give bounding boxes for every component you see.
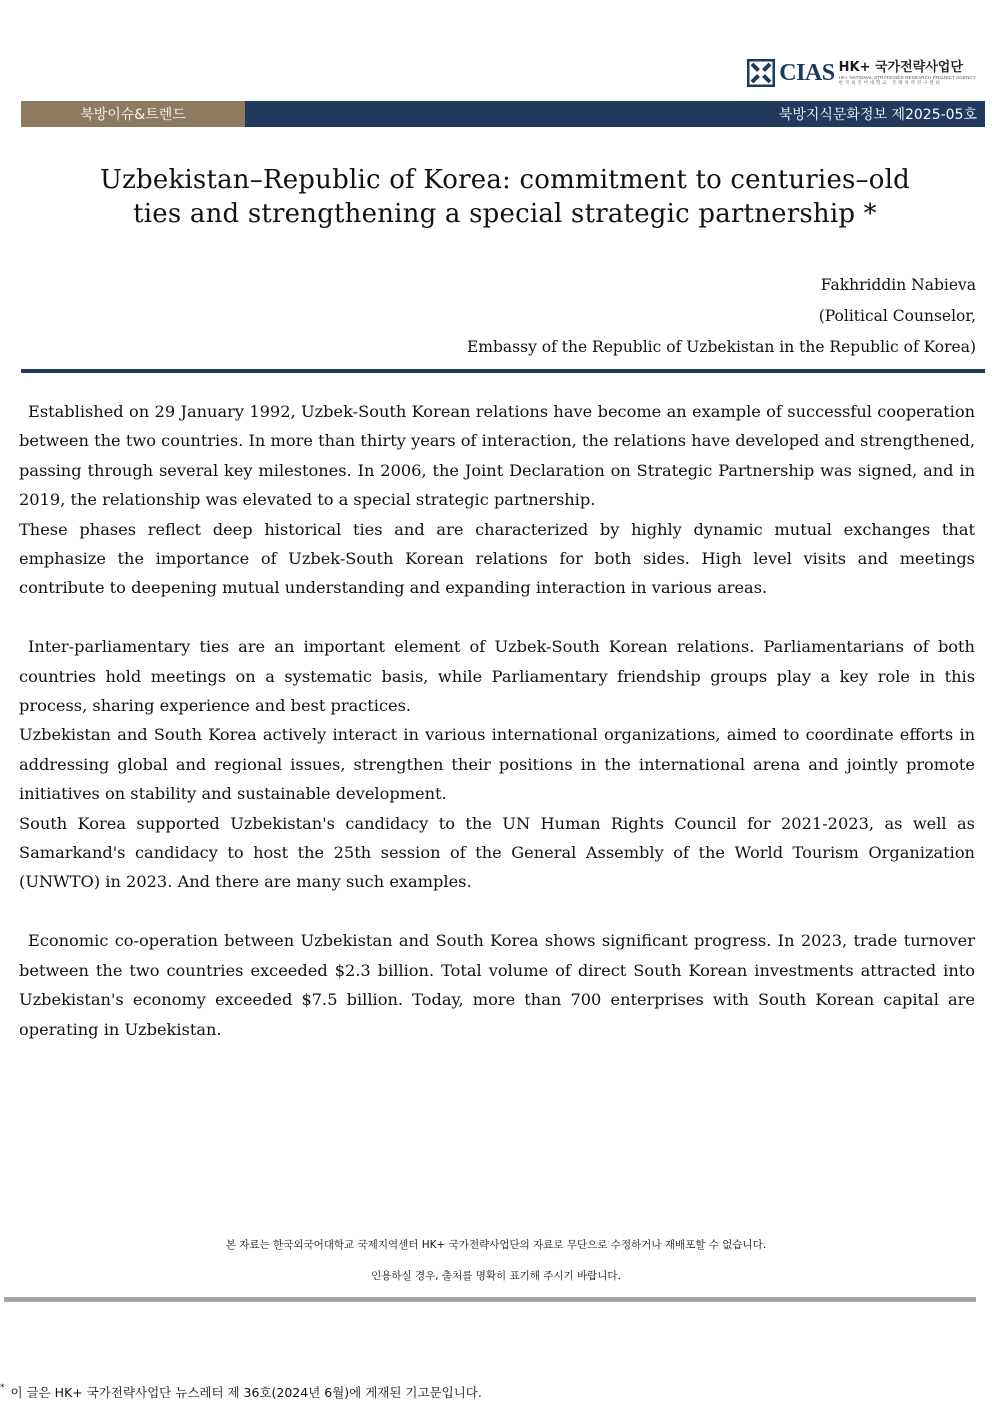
cias-logo-icon [747,59,775,87]
paragraph-gap [19,603,975,632]
author-affiliation: Embassy of the Republic of Uzbekistan in the Republic of Korea) [466,338,976,356]
logo-abbr: CIAS [779,59,835,86]
article-title [30,163,980,231]
footnote-text: 이 글은 HK+ 국가전략사업단 뉴스레터 제 36호(2024년 6월)에 게재된 기고문입니다. [10,1385,482,1400]
footnote [0,1383,482,1401]
logo-text-block [839,60,976,87]
footer-divider [4,1297,976,1302]
paragraph-gap [19,897,975,926]
paragraph-2: These phases reflect deep historical ties and are characterized by highly dynamic mutual exchanges that emphasize the importance of Uzbek-South Korean relations for both sides. High level visits and meetings contribute to deepening mutual understanding and expanding interaction in various areas. [19,519,975,598]
footnote-mark: * [0,1383,5,1393]
author-position: (Political Counselor, [818,307,976,325]
citation-notice: 인용하실 경우, 출처를 명확히 표기해 주시기 바랍니다. [371,1270,621,1282]
title-line-1: Uzbekistan–Republic of Korea: commitment to centuries–old [100,165,910,195]
copyright-notice: 본 자료는 한국외국어대학교 국제지역센터 HK+ 국가전략사업단의 자료로 무단으로 수정하거나 재배포할 수 없습니다. [225,1239,767,1251]
logo-korean-small: 한국외국어대학교 국제지역연구센터 [838,80,942,86]
logo-name: HK+ 국가전략사업단 [838,59,963,75]
author-block [276,270,976,363]
category-label: 북방이슈&트렌드 [21,101,245,127]
header-bar [21,101,985,127]
paragraph-5: South Korea supported Uzbekistan's candidacy to the UN Human Rights Council for 2021-2023, as well as Samarkand's candidacy to host the 25th session of the General Assembly of the World Tourism Organization (UNWTO) in 2023. And there are many such examples. [19,813,975,892]
paragraph-3: Inter-parliamentary ties are an important element of Uzbek-South Korean relations. Parliamentarians of both countries hold meetings on a systematic basis, while Parliamentary friendship groups play a key role in this process, sharing experience and best practices. [19,637,975,716]
paragraph-4: Uzbekistan and South Korea actively interact in various international organizations, aimed to coordinate efforts in addressing global and regional issues, strengthen their positions in the international arena and jointly promote initiatives on stability and sustainable development. [19,725,975,804]
issue-number: 북방지식문화정보 제2025-05호 [778,107,977,123]
author-name: Fakhriddin Nabieva [820,276,976,294]
paragraph-6: Economic co-operation between Uzbekistan and South Korea shows significant progress. In 2023, trade turnover between the two countries exceeded $2.3 billion. Total volume of direct South Korean investments attracted into Uzbekistan's economy exceeded $7.5 billion. Today, more than 700 enterprises with South Korean capital are operating in Uzbekistan. [19,931,975,1039]
logo-english: HK+ NATIONAL STRATEGIES RESEARCH PROJECT AGENCY [838,74,976,80]
title-divider [21,369,985,373]
paragraph-1: Established on 29 January 1992, Uzbek-South Korean relations have become an example of successful cooperation between the two countries. In more than thirty years of interaction, the relations have developed and strengthened, passing through several key milestones. In 2006, the Joint Declaration on Strategic Partnership was signed, and in 2019, the relationship was elevated to a special strategic partnership. [19,402,975,510]
title-line-2: ties and strengthening a special strategic partnership * [133,199,877,229]
cias-logo [747,56,976,90]
article-body [19,397,975,1044]
